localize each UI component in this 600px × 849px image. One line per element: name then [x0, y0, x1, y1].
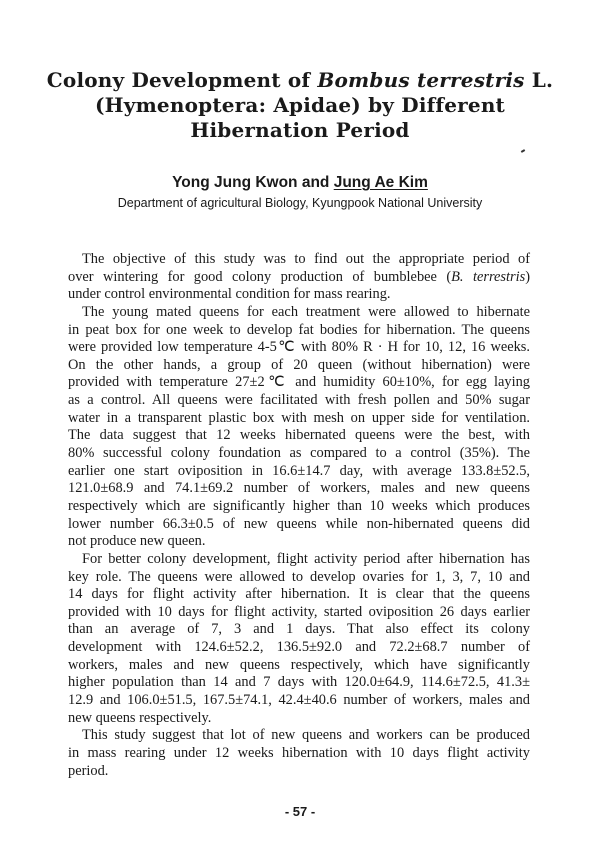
text-line: than an average of 7, 3 and 1 days. That also effect its colony — [68, 621, 530, 638]
text-line: provided with temperature 27±2℃ and humidity 60±10%, for egg laying — [68, 374, 530, 391]
paragraph-4 — [68, 727, 530, 780]
text-line: as a control. All queens were facilitated with fresh pollen and 50% sugar — [68, 392, 530, 409]
title-line-1-suffix: L. — [524, 68, 554, 92]
author-line — [0, 174, 600, 192]
species-name: Bombus terrestris — [317, 68, 525, 92]
abstract-body — [68, 251, 530, 780]
text-line: 12.9 and 106.0±51.5, 167.5±74.1, 42.4±40.6 number of workers, males and — [68, 692, 530, 709]
text-line: lower number 66.3±0.5 of new queens while non-hibernated queens did — [68, 515, 530, 532]
text-line: provided with 10 days for flight activity, started oviposition 26 days earlier — [68, 603, 530, 620]
paragraph-2 — [68, 304, 530, 551]
title-line-1-text: Colony Development of — [46, 68, 318, 92]
stray-mark — [521, 149, 525, 153]
text-line: key role. The queens were allowed to develop ovaries for 1, 3, 7, 10 and — [68, 568, 530, 585]
author-second: Jung Ae Kim — [333, 174, 428, 191]
text-line: earlier one start oviposition in 16.6±14.7 day, with average 133.8±52.5, — [68, 462, 530, 479]
text-line: The data suggest that 12 weeks hibernated queens were the best, with — [68, 427, 530, 444]
text-line: 121.0±68.9 and 74.1±69.2 number of workers, males and new queens — [68, 480, 530, 497]
text-line: period. — [68, 762, 109, 779]
text-line: under control environmental condition for mass rearing. — [68, 286, 391, 303]
text-line: 14 days for flight activity after hibernation. It is clear that the queens — [68, 586, 530, 603]
text-line: were provided low temperature 4-5℃ with 80% R · H for 10, 12, 16 weeks. — [68, 339, 530, 356]
title-line-3: Hibernation Period — [190, 118, 410, 142]
text-line: 80% successful colony foundation as compared to a control (35%). The — [68, 445, 530, 462]
text-line: workers, males and new queens respectively, which have significantly — [68, 656, 530, 673]
text-line: over wintering for good colony production of bumblebee (B. terrestris) — [68, 268, 530, 285]
text-line: respectively which are significantly higher than 10 weeks which produces — [68, 497, 530, 514]
text-line: in peat box for one week to develop fat bodies for hibernation. The queens — [68, 321, 530, 338]
title-line-1 — [0, 68, 600, 93]
paragraph-3 — [68, 551, 530, 727]
paper-title — [0, 68, 600, 143]
text-line: higher population than 14 and 7 days with 120.0±64.9, 114.6±72.5, 41.3± — [68, 674, 530, 691]
text-line: water in a transparent plastic box with mesh on upper side for ventilation. — [68, 409, 530, 426]
text-line: new queens respectively. — [68, 709, 212, 726]
affiliation: Department of agricultural Biology, Kyungpook National University — [117, 196, 483, 210]
text-line: For better colony development, flight activity period after hibernation has — [82, 550, 530, 567]
text-line: development with 124.6±52.2, 136.5±92.0 and 72.2±68.7 number of — [68, 639, 530, 656]
author-first: Yong Jung Kwon and — [172, 174, 334, 191]
text-line: The young mated queens for each treatment were allowed to hibernate — [82, 303, 530, 320]
text-line: This study suggest that lot of new queens and workers can be produced — [82, 727, 530, 744]
text-line: in mass rearing under 12 weeks hibernation with 10 days flight activity — [68, 744, 530, 761]
text-line: On the other hands, a group of 20 queen (without hibernation) were — [68, 356, 530, 373]
text-line: The objective of this study was to find out the appropriate period of — [82, 251, 530, 267]
paragraph-1 — [68, 251, 530, 304]
page-number: - 57 - — [284, 804, 316, 819]
title-line-2: (Hymenoptera: Apidae) by Different — [94, 93, 505, 117]
text-line: not produce new queen. — [68, 533, 206, 550]
